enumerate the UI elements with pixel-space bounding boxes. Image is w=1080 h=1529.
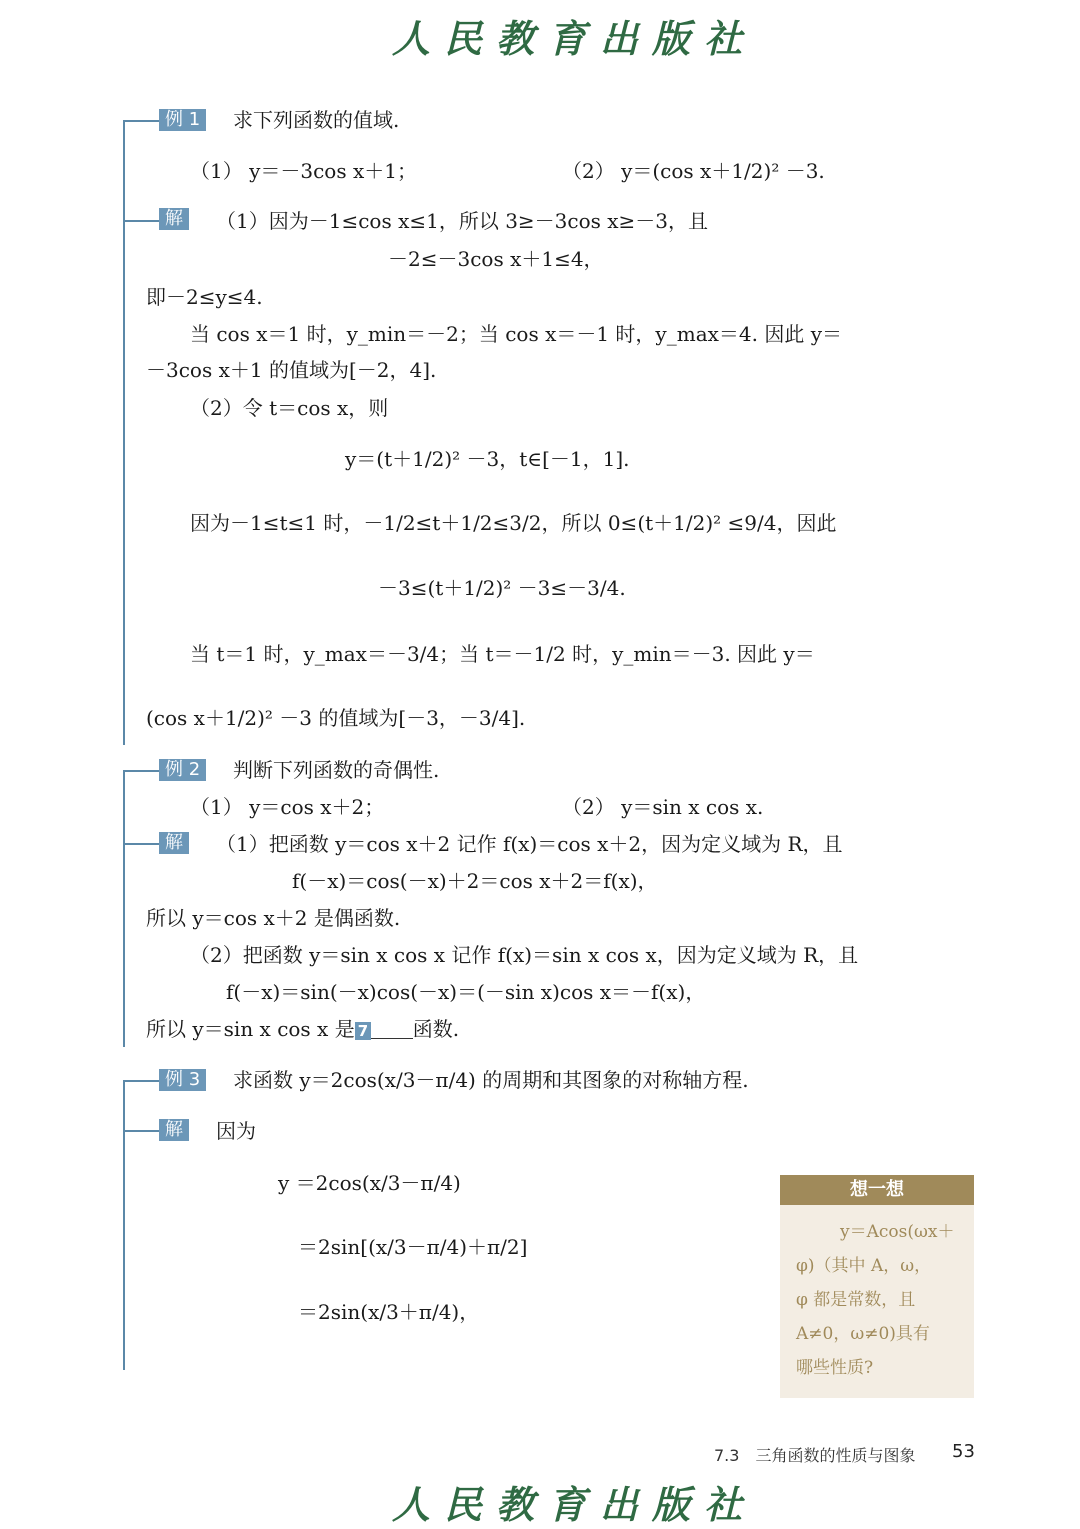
solution-1-line: －2≤－3cos x＋1≤4， [388,247,604,271]
solution-1-line: －3cos x＋1 的值域为[－2，4]. [146,358,437,382]
solution-2-line: f(－x)＝sin(－x)cos(－x)＝(－sin x)cos x＝－f(x)， [226,980,706,1004]
connector-sol1 [123,220,159,222]
solution-1-line: 当 cos x＝1 时，y_min＝－2；当 cos x＝－1 时，y_max＝4. 因此 y＝ [190,322,842,346]
solution-1-line: (cos x＋1/2)² －3 的值域为[－3，－3/4]. [146,706,526,730]
example-3-question: 求函数 y＝2cos(x/3－π/4) 的周期和其图象的对称轴方程. [233,1068,749,1092]
rail-example-2 [123,770,125,1047]
example-2-part-1: （1） y＝cos x＋2； [190,795,385,819]
blank-number: 7 [355,1022,371,1040]
solution-2-line: （2）把函数 y＝sin x cos x 记作 f(x)＝sin x cos x，因为定义域为 R，且 [190,943,859,967]
solution-1-line: 即－2≤y≤4. [146,285,263,309]
solution-1-line: （1）因为－1≤cos x≤1，所以 3≥－3cos x≥－3，且 [216,209,709,233]
example-2-tag: 例 2 [159,759,206,781]
example-1-tag: 例 1 [159,109,206,131]
publisher-logo-bottom: 人民教育出版社 [392,1482,757,1527]
connector-sol3 [123,1130,159,1132]
rail-example-1 [123,120,125,745]
connector-sol2 [123,843,159,845]
section-footer: 7.3 三角函数的性质与图象 [714,1446,916,1465]
solution-1-tag: 解 [159,208,189,230]
solution-2-final-text: 所以 y＝sin x cos x 是 [146,1017,355,1041]
connector-ex2 [123,770,159,772]
solution-1-line: 因为－1≤t≤1 时，－1/2≤t＋1/2≤3/2，所以 0≤(t＋1/2)² ≤9/4，因此 [190,511,837,535]
solution-2-tail: 函数. [412,1017,460,1041]
solution-1-line: 当 t＝1 时，y_max＝－3/4；当 t＝－1/2 时，y_min＝－3. 因此 y＝ [190,642,815,666]
solution-2-final-line [146,1016,459,1042]
think-line: φ)（其中 A，ω， [796,1256,932,1276]
solution-3-formula: ＝2sin[(x/3－π/4)＋π/2] [298,1235,528,1259]
think-line: φ 都是常数，且 [796,1290,916,1310]
think-line: A≠0，ω≠0)具有 [796,1324,930,1344]
example-1-part-2: （2） y＝(cos x＋1/2)² －3. [562,159,825,183]
solution-3-tag: 解 [159,1119,189,1141]
rail-example-3 [123,1080,125,1370]
solution-2-line: f(－x)＝cos(－x)＋2＝cos x＋2＝f(x)， [292,869,658,893]
solution-3-intro: 因为 [216,1119,256,1143]
solution-1-formula: y＝(t＋1/2)² －3，t∈[－1，1]. [345,447,630,471]
example-1-part-1: （1） y＝－3cos x＋1； [190,159,417,183]
connector-ex1 [123,120,159,122]
think-box-title: 想一想 [780,1175,974,1205]
solution-2-line: （1）把函数 y＝cos x＋2 记作 f(x)＝cos x＋2，因为定义域为 R，且 [216,832,843,856]
solution-2-tag: 解 [159,832,189,854]
solution-2-line: 所以 y＝cos x＋2 是偶函数. [146,906,401,930]
page-number: 53 [952,1441,975,1462]
example-3-tag: 例 3 [159,1069,206,1091]
connector-ex3 [123,1080,159,1082]
example-2-part-2: （2） y＝sin x cos x. [562,795,764,819]
solution-3-formula: ＝2sin(x/3＋π/4)， [298,1300,480,1324]
answer-blank[interactable] [355,1018,413,1039]
think-box [780,1205,974,1398]
example-2-question: 判断下列函数的奇偶性. [233,758,440,782]
example-1-question: 求下列函数的值域. [233,108,400,132]
solution-1-formula: －3≤(t＋1/2)² －3≤－3/4. [378,576,626,600]
think-line: 哪些性质? [796,1358,874,1378]
solution-1-line: （2）令 t＝cos x，则 [190,396,389,420]
think-line: y＝Acos(ωx＋ [840,1222,955,1242]
solution-3-formula: y ＝2cos(x/3－π/4) [278,1171,461,1195]
publisher-logo-top: 人民教育出版社 [392,16,757,61]
